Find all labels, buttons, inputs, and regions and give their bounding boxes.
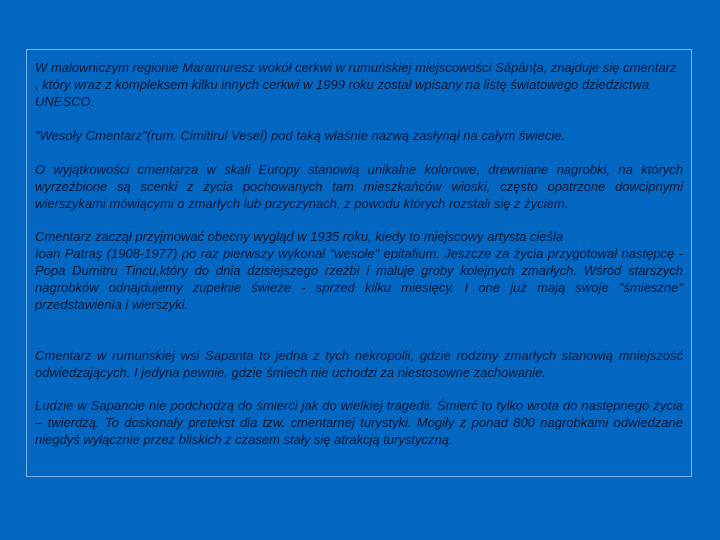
paragraph-death: Ludzie w Sapancie nie podchodzą do śmierci jak do wielkiej tragedii. Śmierć to tylko wrota do następnego życia – twierdzą. To doskonały pretekst dla tzw. cmentarnej turystyki. Mogiły z ponad 800 nagrobkami odwiedzane niegdyś wyłącznie przez bliskich z czasem stały się atrakcją turystyczną. [35, 398, 683, 447]
paragraph-visitors: Cmentarz w rumuńskiej wsi Sapanta to jedna z tych nekropolii, gdzie rodziny zmarłych stanowią mniejszość odwiedzających. I jedyna pewnie, gdzie śmiech nie uchodzi za niestosowne zachowanie. [35, 348, 683, 380]
paragraph-history-line1: Cmentarz zaczął przyjmować obecny wygląd w 1935 roku, kiedy to miejscowy artysta cieśla [35, 229, 564, 244]
paragraph-history-rest: Ioan Patraş (1908-1977) po raz pierwszy wykonał "wesołe" epitafium. Jeszcze za życia przygotował następcę - Popa Dumitru Tincu,który do dnia dzisiejszego rzeźbi i maluje groby kolejnych zmarłych. Wśród starszych nagrobków odnajdujemy zupełnie świeże - sprzed kilku miesięcy. I one już mają swoje "śmieszne" przedstawienia i wierszyki. [35, 246, 683, 312]
paragraph-name: "Wesoły Cmentarz"(rum. Cimitirul Vesel) pod taką właśnie nazwą zasłynął na całym świecie. [35, 128, 566, 143]
paragraph-history [35, 228, 683, 313]
text-frame [26, 49, 692, 477]
paragraph-uniqueness: O wyjątkowości cmentarza w skali Europy stanowią unikalne kolorowe, drewniane nagrobki, na których wyrzeźbione są scenki z życia pochowanych tam mieszkańców wioski, często opatrzone dowcipnymi wierszykami mówiącymi o zmarłych lub przyczynach, z powodu których rozstali się z życiem. [35, 162, 683, 211]
paragraph-intro: W malowniczym regionie Maramuresz wokół cerkwi w rumuńskiej miejscowości Săpânţa, znajduje się cmentarz , który wraz z kompleksem kilku innych cerkwi w 1999 roku został wpisany na listę światowego dziedzictwa UNESCO. [35, 60, 677, 109]
